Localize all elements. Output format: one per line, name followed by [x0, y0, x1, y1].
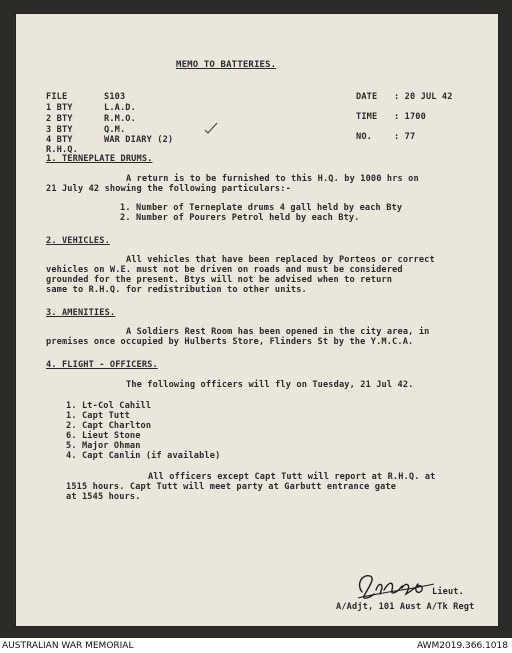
section-1-line: A return is to be furnished to this H.Q. by 1000 hrs on [126, 174, 419, 184]
section-3-line: premises once occupied by Hulberts Store, Flinders St by the Y.M.C.A. [46, 337, 414, 347]
time-value: : 1700 [394, 112, 426, 122]
dist-3bty: 3 BTY [46, 125, 73, 135]
handwritten-tick-icon [204, 122, 218, 134]
dist-rhq: R.H.Q. [46, 145, 78, 155]
section-4-closing: 1515 hours. Capt Tutt will meet party at Garbutt entrance gate [66, 482, 397, 492]
date-value: : 20 JUL 42 [394, 92, 453, 102]
dist-1bty: 1 BTY [46, 103, 73, 113]
section-1-item: 1. Number of Terneplate drums 4 gall held by each Bty [120, 203, 403, 213]
no-label: NO. [356, 132, 372, 142]
officer-item: 4. Capt Canlin (if available) [66, 451, 221, 461]
officer-item: 6. Lieut Stone [66, 431, 141, 441]
handwritten-signature [352, 570, 438, 604]
dist-rmo: R.M.O. [104, 114, 136, 124]
section-1-line: 21 July 42 showing the following particulars:- [46, 184, 291, 194]
section-3-heading: 3. AMENITIES. [46, 308, 116, 318]
section-2-line: same to R.H.Q. for redistribution to other units. [46, 285, 307, 295]
memo-title: MEMO TO BATTERIES. [176, 60, 277, 70]
officer-item: 2. Capt Charlton [66, 421, 152, 431]
dist-2bty: 2 BTY [46, 114, 73, 124]
archive-caption-right: AWM2019.366.1018 [416, 641, 508, 651]
section-1-item: 2. Number of Pourers Petrol held by each Bty. [120, 213, 360, 223]
archive-caption-left: AUSTRALIAN WAR MEMORIAL [2, 641, 134, 651]
officer-item: 1. Capt Tutt [66, 411, 130, 421]
dist-4bty: 4 BTY [46, 135, 73, 145]
memo-page [16, 14, 498, 626]
no-value: : 77 [394, 132, 416, 142]
section-4-heading: 4. FLIGHT - OFFICERS. [46, 360, 158, 370]
section-1-heading: 1. TERNEPLATE DRUMS. [46, 154, 153, 164]
section-3-line: A Soldiers Rest Room has been opened in the city area, in [126, 327, 430, 337]
time-label: TIME [356, 112, 378, 122]
date-label: DATE [356, 92, 378, 102]
dist-qm: Q.M. [104, 125, 126, 135]
file-value: S103 [104, 92, 126, 102]
signatory-unit: A/Adjt, 101 Aust A/Tk Regt [336, 602, 475, 612]
file-label: FILE [46, 92, 68, 102]
section-2-heading: 2. VEHICLES. [46, 236, 110, 246]
dist-war-diary: WAR DIARY (2) [104, 135, 174, 145]
officer-item: 1. Lt-Col Cahill [66, 401, 152, 411]
section-4-intro: The following officers will fly on Tuesday, 21 Jul 42. [126, 380, 414, 390]
signatory-rank: Lieut. [432, 587, 464, 597]
section-2-line: All vehicles that have been replaced by Porteos or correct [126, 255, 435, 265]
section-4-closing: at 1545 hours. [66, 492, 141, 502]
section-4-closing: All officers except Capt Tutt will report at R.H.Q. at [148, 472, 436, 482]
section-2-line: grounded for the present. Btys will not be advised when to return [46, 275, 393, 285]
officer-item: 5. Major Ohman [66, 441, 141, 451]
section-2-line: vehicles on W.E. must not be driven on roads and must be considered [46, 265, 403, 275]
dist-lad: L.A.D. [104, 103, 136, 113]
